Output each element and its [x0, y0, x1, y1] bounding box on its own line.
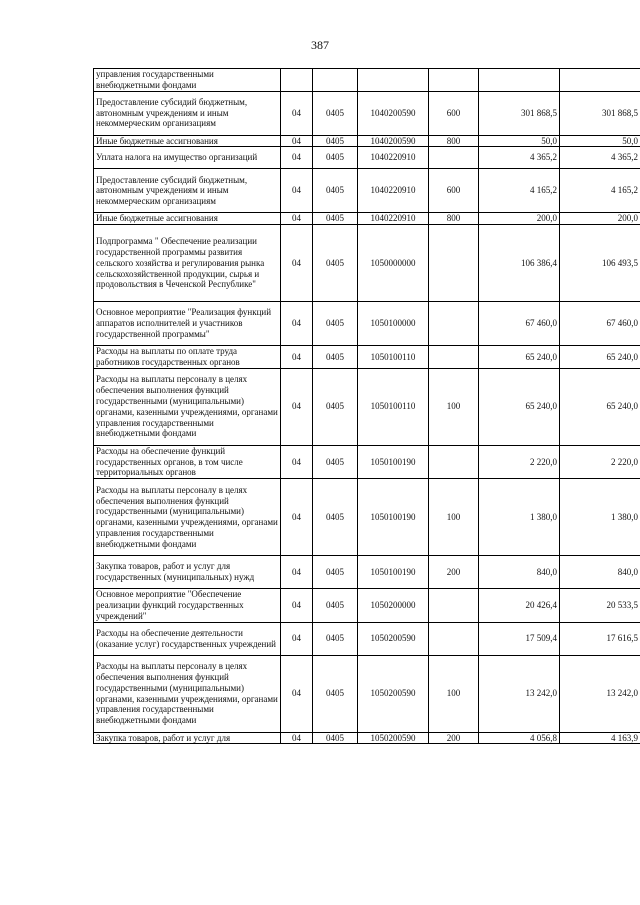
amount-year2-cell: 1 380,0 [560, 479, 640, 556]
row-name-cell: Расходы на обеспечение функций государственных органов, в том числе территориальных органов [94, 445, 281, 478]
table-row [94, 169, 640, 213]
expense-type-cell [429, 622, 479, 655]
amount-year1-cell: 65 240,0 [479, 346, 560, 369]
amount-year2-cell: 17 616,5 [560, 622, 640, 655]
section-code-cell: 04 [281, 589, 313, 622]
subsection-code-cell: 0405 [313, 589, 358, 622]
amount-year2-cell [560, 69, 640, 92]
amount-year1-cell: 106 386,4 [479, 225, 560, 302]
section-code-cell: 04 [281, 302, 313, 346]
amount-year2-cell: 840,0 [560, 556, 640, 589]
target-article-cell: 1050200000 [358, 589, 429, 622]
section-code-cell: 04 [281, 368, 313, 445]
table-row [94, 445, 640, 478]
row-name-cell: Уплата налога на имущество организаций [94, 147, 281, 169]
subsection-code-cell: 0405 [313, 147, 358, 169]
section-code-cell: 04 [281, 556, 313, 589]
table-row [94, 655, 640, 732]
section-code-cell: 04 [281, 91, 313, 135]
expense-type-cell: 200 [429, 556, 479, 589]
amount-year2-cell: 13 242,0 [560, 655, 640, 732]
amount-year2-cell: 2 220,0 [560, 445, 640, 478]
expense-type-cell [429, 147, 479, 169]
table-row [94, 69, 640, 92]
expense-type-cell [429, 225, 479, 302]
table-row [94, 225, 640, 302]
amount-year1-cell: 50,0 [479, 135, 560, 147]
section-code-cell: 04 [281, 225, 313, 302]
amount-year2-cell: 106 493,5 [560, 225, 640, 302]
amount-year2-cell: 65 240,0 [560, 346, 640, 369]
section-code-cell: 04 [281, 135, 313, 147]
expense-type-cell [429, 302, 479, 346]
amount-year2-cell: 4 365,2 [560, 147, 640, 169]
amount-year1-cell: 13 242,0 [479, 655, 560, 732]
target-article-cell: 1050100190 [358, 556, 429, 589]
target-article-cell: 1050100190 [358, 479, 429, 556]
amount-year2-cell: 20 533,5 [560, 589, 640, 622]
subsection-code-cell: 0405 [313, 225, 358, 302]
table-row [94, 556, 640, 589]
subsection-code-cell: 0405 [313, 91, 358, 135]
target-article-cell: 1050200590 [358, 622, 429, 655]
amount-year2-cell: 65 240,0 [560, 368, 640, 445]
amount-year1-cell: 200,0 [479, 213, 560, 225]
amount-year1-cell: 17 509,4 [479, 622, 560, 655]
row-name-cell: Основное мероприятие "Реализация функций аппаратов исполнителей и участников государственной программы" [94, 302, 281, 346]
table-row [94, 589, 640, 622]
section-code-cell: 04 [281, 622, 313, 655]
subsection-code-cell: 0405 [313, 732, 358, 744]
subsection-code-cell: 0405 [313, 302, 358, 346]
expense-type-cell: 100 [429, 368, 479, 445]
amount-year1-cell: 4 165,2 [479, 169, 560, 213]
table-row [94, 732, 640, 744]
expense-type-cell [429, 69, 479, 92]
row-name-cell: Подпрограмма " Обеспечение реализации государственной программы развития сельского хозяйства и регулирования рынка сельскохозяйственной продукции, сырья и продовольствия в Чеченской Республике" [94, 225, 281, 302]
subsection-code-cell: 0405 [313, 445, 358, 478]
table-row [94, 147, 640, 169]
subsection-code-cell: 0405 [313, 479, 358, 556]
amount-year1-cell: 65 240,0 [479, 368, 560, 445]
target-article-cell: 1050100110 [358, 368, 429, 445]
amount-year2-cell: 4 165,2 [560, 169, 640, 213]
table-row [94, 213, 640, 225]
expense-type-cell: 600 [429, 169, 479, 213]
target-article-cell: 1050100000 [358, 302, 429, 346]
table-row [94, 346, 640, 369]
expense-type-cell: 200 [429, 732, 479, 744]
section-code-cell: 04 [281, 655, 313, 732]
amount-year1-cell: 301 868,5 [479, 91, 560, 135]
expense-type-cell: 600 [429, 91, 479, 135]
row-name-cell: Предоставление субсидий бюджетным, автономным учреждениям и иным некоммерческим организациям [94, 169, 281, 213]
expense-type-cell [429, 445, 479, 478]
section-code-cell: 04 [281, 479, 313, 556]
target-article-cell: 1040220910 [358, 213, 429, 225]
expense-type-cell: 800 [429, 213, 479, 225]
table-row [94, 622, 640, 655]
section-code-cell [281, 69, 313, 92]
subsection-code-cell: 0405 [313, 135, 358, 147]
target-article-cell: 1040200590 [358, 135, 429, 147]
row-name-cell: Закупка товаров, работ и услуг для [94, 732, 281, 744]
row-name-cell: Иные бюджетные ассигнования [94, 135, 281, 147]
expense-type-cell [429, 589, 479, 622]
target-article-cell [358, 69, 429, 92]
section-code-cell: 04 [281, 346, 313, 369]
expense-type-cell: 800 [429, 135, 479, 147]
page-number: 387 [311, 38, 329, 52]
row-name-cell: Иные бюджетные ассигнования [94, 213, 281, 225]
amount-year2-cell: 50,0 [560, 135, 640, 147]
amount-year1-cell: 4 365,2 [479, 147, 560, 169]
amount-year1-cell [479, 69, 560, 92]
table-row [94, 91, 640, 135]
expense-type-cell: 100 [429, 655, 479, 732]
budget-table [93, 68, 640, 744]
expense-type-cell: 100 [429, 479, 479, 556]
subsection-code-cell: 0405 [313, 368, 358, 445]
amount-year1-cell: 67 460,0 [479, 302, 560, 346]
amount-year1-cell: 1 380,0 [479, 479, 560, 556]
amount-year2-cell: 200,0 [560, 213, 640, 225]
row-name-cell: Расходы на обеспечение деятельности (оказание услуг) государственных учреждений [94, 622, 281, 655]
row-name-cell: управления государственными внебюджетными фондами [94, 69, 281, 92]
subsection-code-cell [313, 69, 358, 92]
budget-table-body [94, 69, 640, 744]
table-row [94, 135, 640, 147]
target-article-cell: 1050000000 [358, 225, 429, 302]
section-code-cell: 04 [281, 147, 313, 169]
row-name-cell: Расходы на выплаты персоналу в целях обеспечения выполнения функций государственными (муниципальными) органами, казенными учреждениями, органами управления государственными внебюджетными фондами [94, 368, 281, 445]
subsection-code-cell: 0405 [313, 655, 358, 732]
target-article-cell: 1050100110 [358, 346, 429, 369]
amount-year1-cell: 20 426,4 [479, 589, 560, 622]
subsection-code-cell: 0405 [313, 622, 358, 655]
row-name-cell: Закупка товаров, работ и услуг для государственных (муниципальных) нужд [94, 556, 281, 589]
target-article-cell: 1050200590 [358, 655, 429, 732]
target-article-cell: 1050100190 [358, 445, 429, 478]
subsection-code-cell: 0405 [313, 556, 358, 589]
row-name-cell: Расходы на выплаты по оплате труда работников государственных органов [94, 346, 281, 369]
amount-year1-cell: 2 220,0 [479, 445, 560, 478]
subsection-code-cell: 0405 [313, 169, 358, 213]
section-code-cell: 04 [281, 213, 313, 225]
subsection-code-cell: 0405 [313, 213, 358, 225]
target-article-cell: 1040220910 [358, 147, 429, 169]
amount-year1-cell: 840,0 [479, 556, 560, 589]
section-code-cell: 04 [281, 732, 313, 744]
amount-year2-cell: 301 868,5 [560, 91, 640, 135]
expense-type-cell [429, 346, 479, 369]
amount-year2-cell: 67 460,0 [560, 302, 640, 346]
amount-year2-cell: 4 163,9 [560, 732, 640, 744]
amount-year1-cell: 4 056,8 [479, 732, 560, 744]
row-name-cell: Предоставление субсидий бюджетным, автономным учреждениям и иным некоммерческим организациям [94, 91, 281, 135]
section-code-cell: 04 [281, 445, 313, 478]
target-article-cell: 1050200590 [358, 732, 429, 744]
subsection-code-cell: 0405 [313, 346, 358, 369]
section-code-cell: 04 [281, 169, 313, 213]
target-article-cell: 1040220910 [358, 169, 429, 213]
row-name-cell: Расходы на выплаты персоналу в целях обеспечения выполнения функций государственными (муниципальными) органами, казенными учреждениями, органами управления государственными внебюджетными фондами [94, 655, 281, 732]
row-name-cell: Расходы на выплаты персоналу в целях обеспечения выполнения функций государственными (муниципальными) органами, казенными учреждениями, органами управления государственными внебюджетными фондами [94, 479, 281, 556]
table-row [94, 479, 640, 556]
table-row [94, 302, 640, 346]
table-row [94, 368, 640, 445]
target-article-cell: 1040200590 [358, 91, 429, 135]
row-name-cell: Основное мероприятие "Обеспечение реализации функций государственных учреждений" [94, 589, 281, 622]
